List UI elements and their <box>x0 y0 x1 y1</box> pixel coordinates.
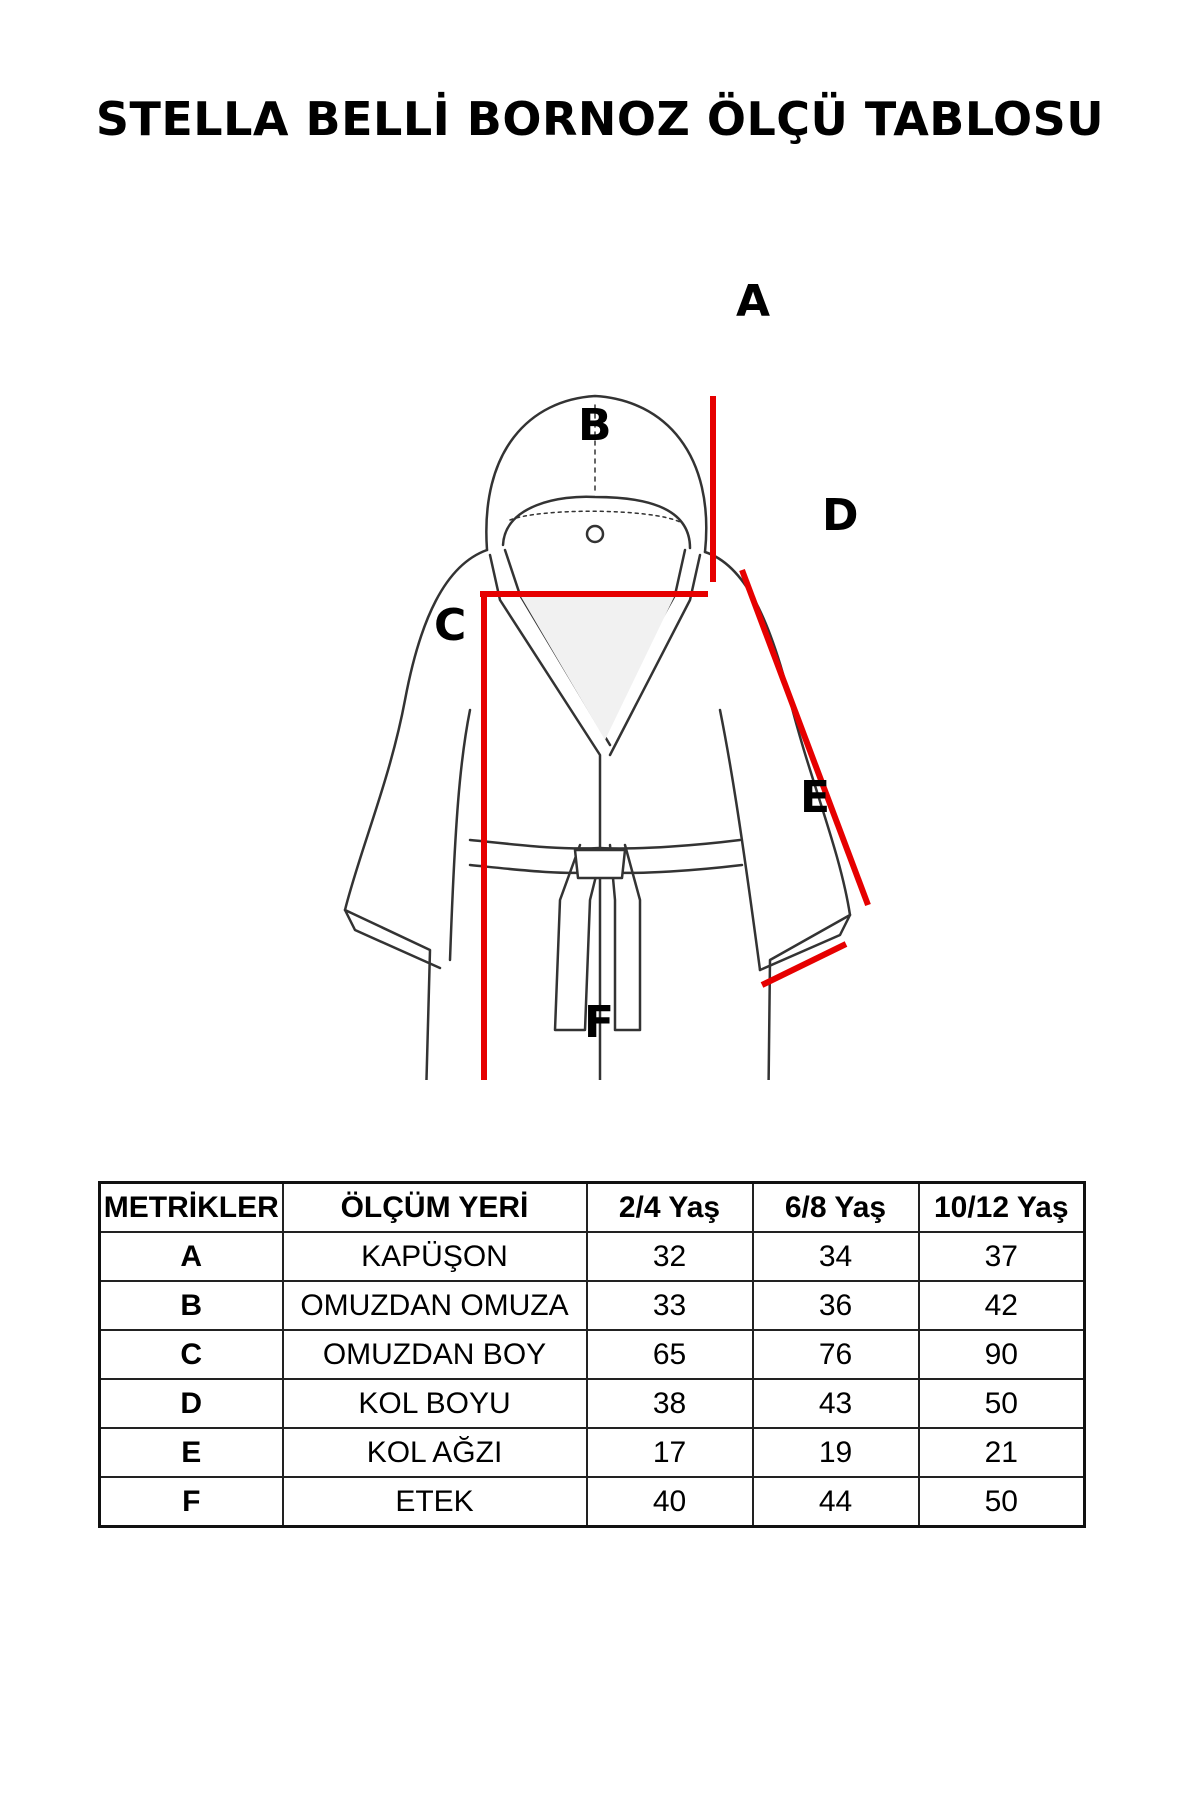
metric-cell: A <box>100 1232 283 1281</box>
value-cell: 36 <box>753 1281 919 1330</box>
metric-cell: C <box>100 1330 283 1379</box>
value-cell: 90 <box>919 1330 1085 1379</box>
place-cell: OMUZDAN BOY <box>283 1330 587 1379</box>
measure-label-c: C <box>434 600 467 651</box>
value-cell: 76 <box>753 1330 919 1379</box>
table-row <box>100 1232 1085 1281</box>
value-cell: 17 <box>587 1428 753 1477</box>
value-cell: 50 <box>919 1477 1085 1527</box>
value-cell: 37 <box>919 1232 1085 1281</box>
bathrobe-diagram <box>0 200 1200 1080</box>
value-cell: 21 <box>919 1428 1085 1477</box>
size-table <box>98 1181 1086 1528</box>
measure-label-a: A <box>736 276 771 327</box>
metric-cell: F <box>100 1477 283 1527</box>
table-header-row <box>100 1183 1085 1233</box>
place-cell: KAPÜŞON <box>283 1232 587 1281</box>
place-cell: KOL AĞZI <box>283 1428 587 1477</box>
header-size-10-12: 10/12 Yaş <box>919 1183 1085 1233</box>
value-cell: 50 <box>919 1379 1085 1428</box>
header-measure-place: ÖLÇÜM YERİ <box>283 1183 587 1233</box>
header-size-2-4: 2/4 Yaş <box>587 1183 753 1233</box>
place-cell: KOL BOYU <box>283 1379 587 1428</box>
metric-cell: E <box>100 1428 283 1477</box>
metric-cell: D <box>100 1379 283 1428</box>
table-row <box>100 1281 1085 1330</box>
table-row <box>100 1330 1085 1379</box>
value-cell: 34 <box>753 1232 919 1281</box>
value-cell: 40 <box>587 1477 753 1527</box>
value-cell: 44 <box>753 1477 919 1527</box>
place-cell: ETEK <box>283 1477 587 1527</box>
table-row <box>100 1428 1085 1477</box>
place-cell: OMUZDAN OMUZA <box>283 1281 587 1330</box>
header-metrics: METRİKLER <box>100 1183 283 1233</box>
value-cell: 65 <box>587 1330 753 1379</box>
measure-line-d <box>742 570 868 905</box>
value-cell: 38 <box>587 1379 753 1428</box>
header-size-6-8: 6/8 Yaş <box>753 1183 919 1233</box>
value-cell: 42 <box>919 1281 1085 1330</box>
metric-cell: B <box>100 1281 283 1330</box>
bathrobe-illustration <box>0 200 1200 1080</box>
value-cell: 19 <box>753 1428 919 1477</box>
measure-label-b: B <box>578 400 612 451</box>
measure-label-e: E <box>800 772 831 823</box>
value-cell: 33 <box>587 1281 753 1330</box>
value-cell: 43 <box>753 1379 919 1428</box>
measure-label-d: D <box>822 490 859 541</box>
value-cell: 32 <box>587 1232 753 1281</box>
measure-label-f: F <box>584 997 615 1048</box>
page-title: STELLA BELLİ BORNOZ ÖLÇÜ TABLOSU <box>95 92 1105 146</box>
table-row <box>100 1477 1085 1527</box>
table-row <box>100 1379 1085 1428</box>
